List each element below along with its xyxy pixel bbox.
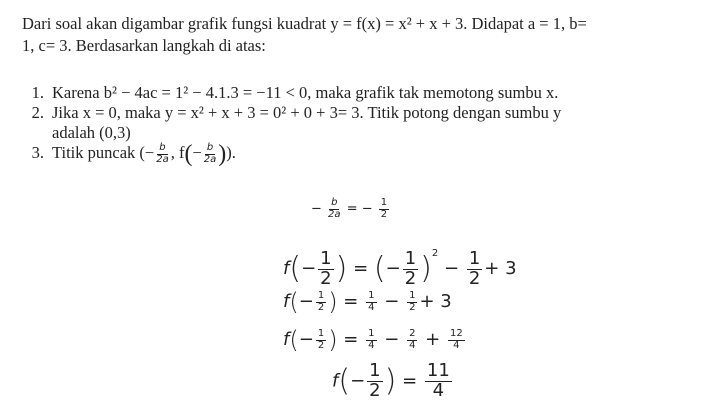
minus: − [350, 370, 366, 392]
denominator: 4 [432, 379, 445, 401]
step-text: Titik puncak (− [52, 142, 155, 162]
fraction [366, 291, 376, 313]
equation-line-3: f(− $\frac{1}{2}$ ) = $\frac{1}{4}$ − $\frac{2}{4}$ + $\frac{12}{4}$ [283, 326, 463, 354]
numerator: 1 [369, 360, 381, 381]
fraction [425, 362, 452, 401]
step-number: 1. [31, 83, 44, 102]
numerator: 1 [317, 328, 325, 339]
f: f [283, 258, 290, 279]
f: f [283, 291, 290, 312]
numerator: 2 [409, 328, 416, 339]
numerator: 1 [404, 247, 417, 269]
equals: = [346, 201, 358, 217]
equation-line-2: f(− $\frac{1}{2}$ ) = $\frac{1}{4}$ − $\frac{1}{2}$ + 3 [283, 288, 452, 316]
numerator: b [206, 142, 214, 153]
numerator: 1 [320, 247, 332, 269]
minus: − [311, 201, 322, 217]
denominator: 2a [203, 153, 217, 165]
minus: − [443, 258, 460, 279]
fraction [316, 329, 326, 351]
denominator: 2 [317, 301, 325, 313]
minus: − [384, 291, 400, 312]
numerator: 11 [426, 360, 450, 381]
fraction [448, 329, 465, 351]
term: + 3 [484, 258, 517, 279]
step-text: Jika x = 0, maka y = x² + x + 3 = 0² + 0 + 3= 3. Titik potong dengan sumbu y [52, 103, 562, 122]
equals: = [343, 329, 359, 350]
term: + 3 [419, 291, 452, 312]
fraction [156, 143, 169, 165]
denominator: 4 [453, 339, 460, 351]
numerator: 1 [368, 328, 375, 339]
minus: − [298, 291, 314, 312]
equation-vertex-x [311, 198, 391, 220]
denominator: 2 [317, 339, 325, 351]
denominator: 2a [328, 208, 341, 220]
fraction [467, 247, 482, 289]
step-1 [26, 83, 558, 103]
equals: = [343, 291, 359, 312]
equals: = [353, 258, 369, 279]
minus: − [301, 258, 317, 279]
numerator: 1 [468, 247, 481, 269]
denominator: 2a [156, 153, 169, 165]
minus: − [384, 329, 400, 350]
step-text: ). [226, 142, 236, 162]
step-number: 2. [31, 103, 44, 122]
step-text: Karena b² − 4ac = 1² − 4.1.3 = −11 < 0, maka grafik tak memotong sumbu x. [52, 83, 559, 102]
numerator: 1 [409, 290, 416, 301]
fraction [316, 291, 326, 313]
numerator: b [159, 142, 166, 153]
numerator: 1 [368, 290, 375, 301]
denominator: 2 [320, 267, 332, 289]
fraction [204, 143, 217, 165]
fraction [328, 198, 341, 220]
fraction [366, 329, 376, 351]
numerator: b [331, 197, 338, 208]
f: f [332, 370, 339, 392]
fraction [403, 247, 418, 289]
numerator: 1 [380, 197, 388, 208]
equation-line-1: f(− $\frac{1}{2}$ ) = (− $\frac{1}{2}$ )$^2$ − $\frac{1}{2}$ + 3 [283, 247, 517, 289]
denominator: 2 [369, 379, 381, 401]
fraction [318, 247, 333, 289]
equals: = [402, 370, 418, 392]
denominator: 4 [368, 301, 375, 313]
denominator: 2 [380, 208, 388, 220]
step-text: , f [170, 142, 185, 162]
minus: − [361, 201, 373, 217]
denominator: 4 [368, 339, 375, 351]
fraction [367, 362, 382, 401]
minus: − [192, 142, 202, 162]
numerator: 12 [450, 328, 463, 339]
fraction [407, 329, 417, 351]
denominator: 2 [468, 267, 481, 289]
plus: + [425, 329, 441, 350]
denominator: 2 [409, 301, 416, 313]
step-3: 3. Titik puncak (− $\frac{b}{2a}$ , f(− $\frac{b}{2a}$ )). [26, 142, 236, 166]
minus: − [298, 329, 314, 350]
exponent: 2 [431, 248, 439, 259]
step-2-cont: adalah (0,3) [52, 123, 131, 142]
step-number: 3. [31, 142, 44, 162]
minus: − [385, 258, 401, 279]
step-2 [26, 103, 561, 123]
equation-line-4: f(− $\frac{1}{2}$ ) = $\frac{11}{4}$ [332, 360, 450, 401]
denominator: 2 [404, 267, 417, 289]
fraction [379, 198, 389, 220]
denominator: 4 [409, 339, 416, 351]
intro-line-2: 1, c= 3. Berdasarkan langkah di atas: [22, 36, 266, 55]
intro-line-1: Dari soal akan digambar grafik fungsi kuadrat y = f(x) = x² + x + 3. Didapat a = 1, b= [22, 14, 587, 33]
numerator: 1 [317, 290, 325, 301]
f: f [283, 329, 290, 350]
fraction [407, 291, 417, 313]
